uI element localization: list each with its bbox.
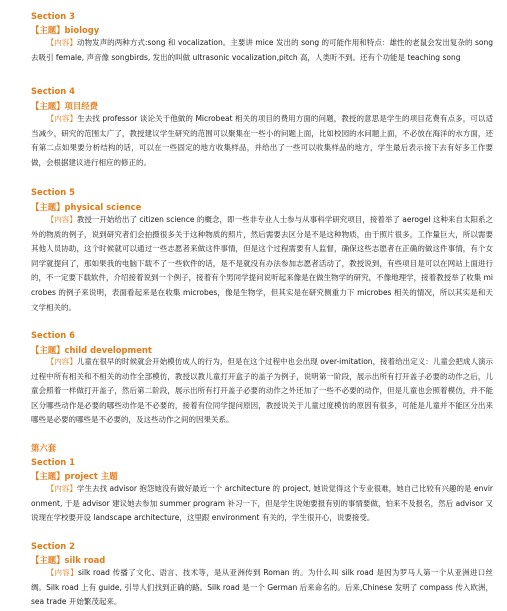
topic-label: 【主题】 <box>31 471 65 481</box>
content-text: 学生去找 advisor 抱怨她没有做好最近一个 architecture 的 project, 她说觉得这个专业很难，她自己比较有兴趣的是 environment, 于是 advisor 建议她去参加 summer program 补习一下，但是学生说她要报有别的事情要做，怕来不及报名，然后 advisor 又说现在学校要开设 landscape architecture，这里跟 environment 有关的，学生很开心，说要接受。 <box>31 484 493 523</box>
topic-line <box>31 25 99 35</box>
content-label: 【内容】 <box>46 484 77 493</box>
content-label: 【内容】 <box>46 38 77 47</box>
section-content <box>31 482 493 526</box>
topic-line <box>31 555 105 565</box>
topic-text: project 主题 <box>64 471 118 481</box>
section-content <box>31 355 493 428</box>
section-title: Section 3 <box>31 11 76 21</box>
content-label: 【内容】 <box>46 357 77 366</box>
topic-line <box>31 202 141 212</box>
section-content <box>31 213 493 315</box>
section-content <box>31 112 493 170</box>
set-title: 第六套 <box>31 443 57 453</box>
section-title: Section 2 <box>31 541 76 551</box>
content-label: 【内容】 <box>46 215 77 224</box>
content-label: 【内容】 <box>46 114 78 123</box>
topic-label: 【主题】 <box>31 555 65 565</box>
topic-label: 【主题】 <box>31 101 65 111</box>
content-text: 生去找 professor 谈论关于他做的 Microbeat 相关的项目的费用方面的问题，教授的意思是学生的项目花费有点多，可以适当减少，研究的范围太广了，教授建议学生研究的范围可以聚集在一些小的问题上面，比如校园的水问题上面，不必放在海洋的水方面，还有第二点如果要分析结构的话，可以在一些固定的地方收集样品，并给出了一些可以收集样品的地方，学生最后表示接下去有好多工作要做，会根据建议进行相应的修正的。 <box>31 114 494 167</box>
section-content <box>31 36 493 65</box>
topic-line <box>31 345 152 355</box>
topic-line <box>31 471 118 481</box>
section-title: Section 5 <box>31 187 76 197</box>
topic-text: child development <box>64 345 152 355</box>
topic-text: biology <box>64 25 100 35</box>
content-label: 【内容】 <box>46 568 78 577</box>
topic-label: 【主题】 <box>31 202 65 212</box>
section-title: Section 6 <box>31 330 76 340</box>
topic-text: 项目经费 <box>64 101 98 111</box>
content-text: 儿童在很早的时候就会开始模仿成人的行为，但是在这个过程中也会出现 over-imitation，接着给出定义：儿童会把成人演示过程中所有相关和不相关的动作全部模仿，教授以教儿童打开盒子的盖子为例子，说明第一阶段，展示出所有打开盖子必要的动作之后，儿童会照着一样做打开盖子，然后第二阶段，展示出所有打开盖子必要的动作之外还加了一些不必要的动作，但是儿童也会照着模仿，并不能区分哪些动作是必要的哪些动作是不必要的，接着有位同学提问原因，教授说关于儿童过度模仿的原因有很多，可能是儿童并不能区分出来哪些是必要的哪些是不必要的，及这些动作之间的因果关系。 <box>31 357 493 425</box>
topic-text: silk road <box>64 555 106 565</box>
section-title: Section 1 <box>31 457 76 467</box>
section-title: Section 4 <box>31 86 76 96</box>
topic-text: physical science <box>64 202 142 212</box>
section-content <box>31 566 493 610</box>
content-text: silk road 传播了文化、语言、技术等，是从亚洲传到 Roman 的。为什么叫 silk road 是因为罗马人第一个从亚洲进口丝绸。Silk road 上有 guide, 引导人们找到正确的路。Silk road 是一个 German 后来命名的。后来,Chinese 发明了 compass 传入欧洲，sea trade 开始繁茂起来。 <box>31 568 494 607</box>
topic-label: 【主题】 <box>31 345 65 355</box>
topic-label: 【主题】 <box>31 25 65 35</box>
content-text: 教授一开始给出了 citizen science 的概念，即一些非专业人士参与从事科学研究项目，接着举了 aerogel 这种来自太阳系之外的物质的例子，说到研究者们会拍摄很多关于这种物质的照片，然后需要去区分是不是这种物质，由于照片很多，工作量巨大，所以需要其他人员协助，这个时候就可以通过一些志愿者来做这件事情，但是这个过程需要有人监督，确保这些志愿者在正确的做这件事情，有个女同学就提问了，那如果我的电脑下载不了一些软件的话，是不是就没有办法参加志愿者活动了，教授说到，有些项目是可以在网站上面进行的，不一定要下载软件，介绍接着说到一个例子，接着有个男同学提问说听起来像是在做生物学的研究，不像地理学，接着教授举了收集 microbes 的例子来说明，表面看起来是在收集 microbes，像是生物学，但其实是在研究侧重力下 microbes 相关的情况，所以其实是和天文学相关的。 <box>31 215 493 312</box>
content-text: 动物发声的两种方式:song 和 vocalization。主要讲 mice 发出的 song 的可能作用和特点：雄性的老鼠会发出复杂的 song 去吸引 female, 声音像 songbirds, 发出的叫做 ultrasonic vocalization,pitch 高，人类听不到。还有个功能是 teaching song <box>31 38 494 62</box>
topic-line <box>31 101 98 111</box>
